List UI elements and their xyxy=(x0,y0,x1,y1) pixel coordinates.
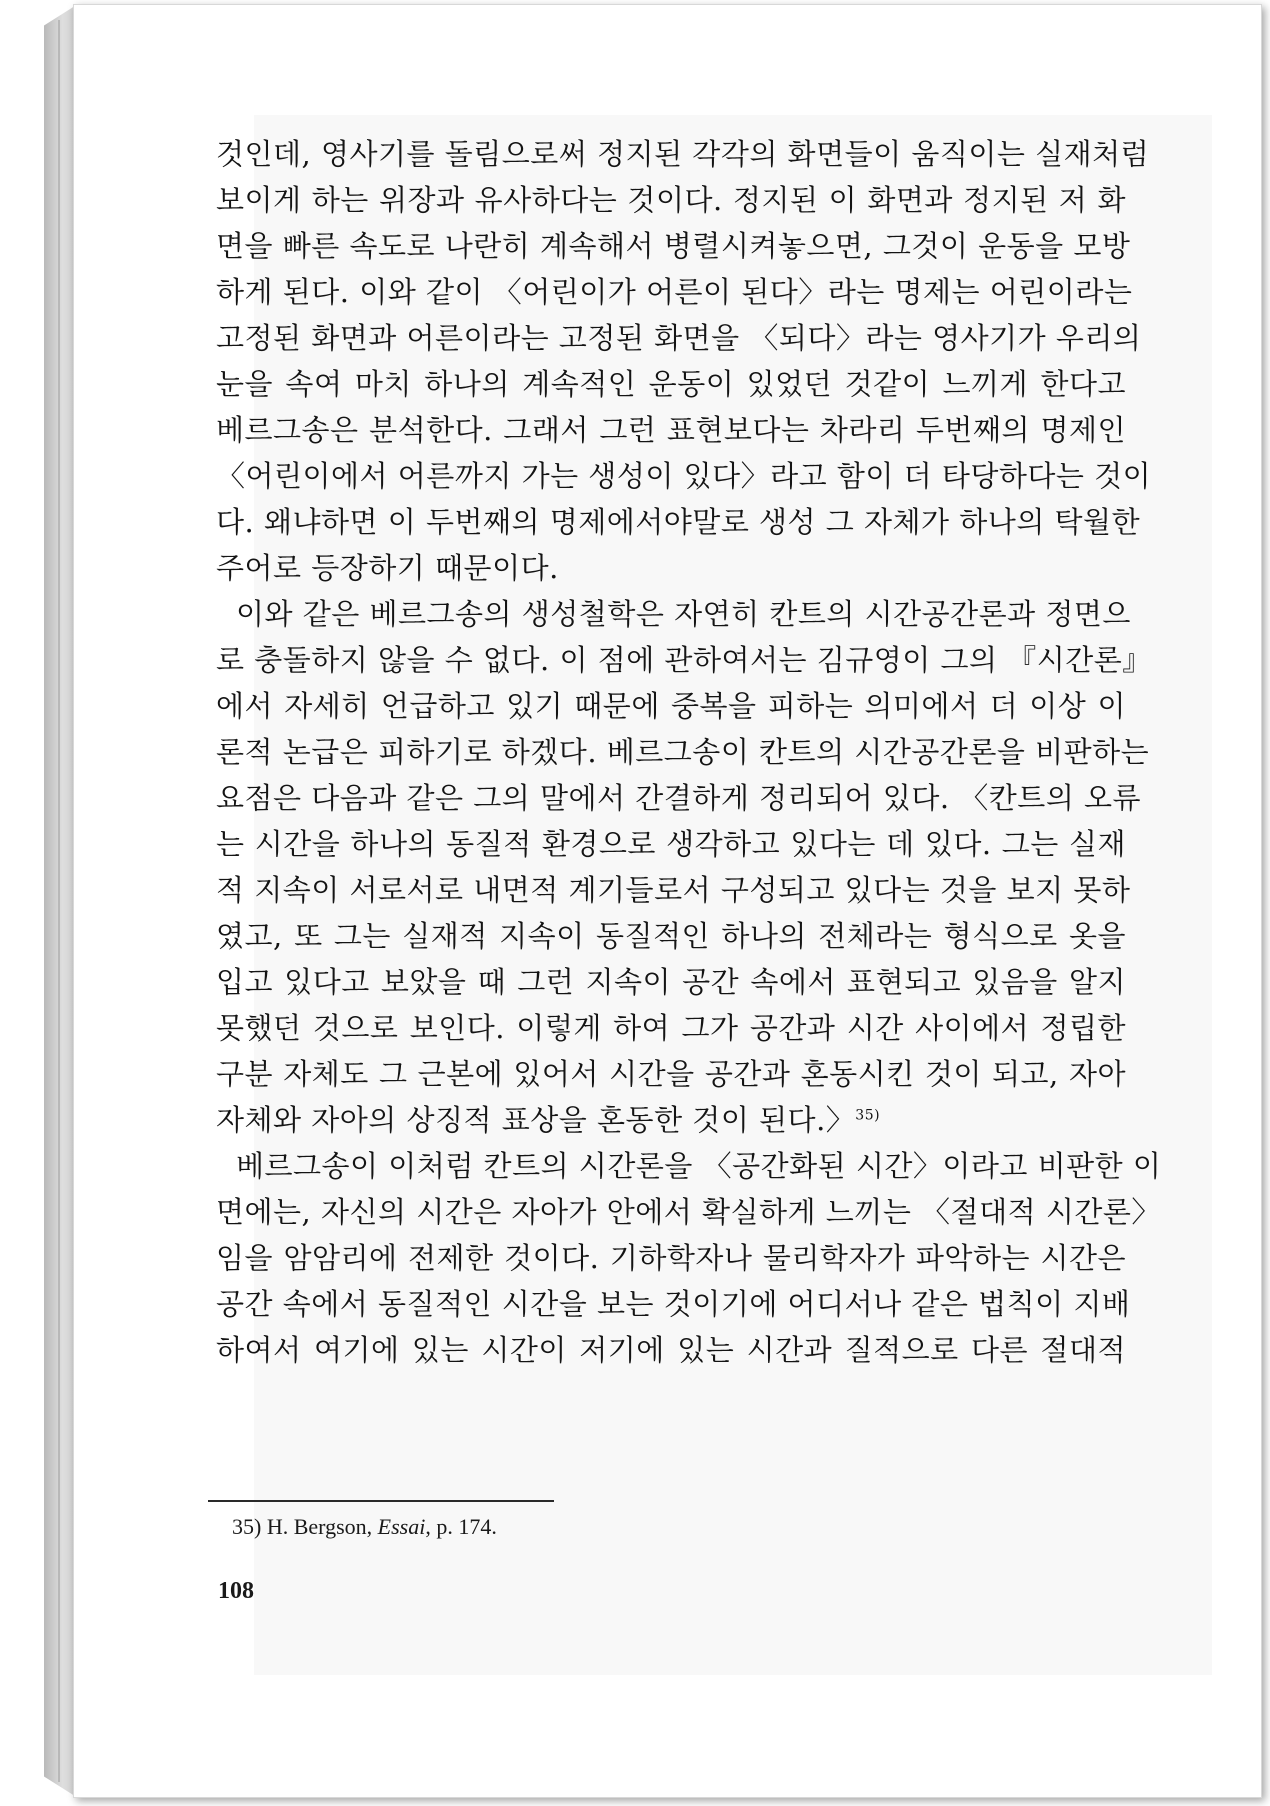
text-line: 면에는, 자신의 시간은 자아가 안에서 확실하게 느끼는 〈절대적 시간론〉 xyxy=(216,1195,1161,1229)
text-line: 면을 빠른 속도로 나란히 계속해서 병렬시켜놓으면, 그것이 운동을 모방 xyxy=(216,229,1131,263)
text-line: 〈어린이에서 어른까지 가는 생성이 있다〉라고 함이 더 타당하다는 것이 xyxy=(216,459,1152,493)
footnote-number: 35) xyxy=(232,1514,262,1539)
text-line: 눈을 속여 마치 하나의 계속적인 운동이 있었던 것같이 느끼게 한다고 xyxy=(216,367,1126,401)
book-spine-line xyxy=(58,20,60,1782)
text-line xyxy=(216,1102,1126,1138)
footnote-page: , p. 174. xyxy=(425,1514,497,1539)
text-line-paragraph-start: 베르그송이 이처럼 칸트의 시간론을 〈공간화된 시간〉이라고 비판한 이 xyxy=(236,1149,1162,1183)
text-line: 입고 있다고 보았을 때 그런 지속이 공간 속에서 표현되고 있음을 알지 xyxy=(216,965,1126,999)
footnote-title: Essai xyxy=(377,1514,426,1539)
footnote-reference: 35) xyxy=(855,1107,881,1124)
text-line: 하여서 여기에 있는 시간이 저기에 있는 시간과 질적으로 다른 절대적 xyxy=(216,1333,1126,1367)
text-line: 구분 자체도 그 근본에 있어서 시간을 공간과 혼동시킨 것이 되고, 자아 xyxy=(216,1057,1126,1091)
page-number: 108 xyxy=(218,1578,254,1604)
text-line: 요점은 다음과 같은 그의 말에서 간결하게 정리되어 있다. 〈칸트의 오류 xyxy=(216,781,1142,815)
text-line: 임을 암암리에 전제한 것이다. 기하학자나 물리학자가 파악하는 시간은 xyxy=(216,1241,1126,1275)
text-line: 하게 된다. 이와 같이 〈어린이가 어른이 된다〉라는 명제는 어린이라는 xyxy=(216,275,1133,309)
text-line: 다. 왜냐하면 이 두번째의 명제에서야말로 생성 그 자체가 하나의 탁월한 xyxy=(216,505,1141,539)
text-line: 베르그송은 분석한다. 그래서 그런 표현보다는 차라리 두번째의 명제인 xyxy=(216,413,1126,447)
footnote-divider xyxy=(208,1500,554,1502)
text-line: 고정된 화면과 어른이라는 고정된 화면을 〈되다〉라는 영사기가 우리의 xyxy=(216,321,1142,355)
text-line: 였고, 또 그는 실재적 지속이 동질적인 하나의 전체라는 형식으로 옷을 xyxy=(216,919,1126,953)
text-line: 것인데, 영사기를 돌림으로써 정지된 각각의 화면들이 움직이는 실재처럼 xyxy=(216,137,1150,171)
text-line: 에서 자세히 언급하고 있기 때문에 중복을 피하는 의미에서 더 이상 이 xyxy=(216,689,1126,723)
text-line: 공간 속에서 동질적인 시간을 보는 것이기에 어디서나 같은 법칙이 지배 xyxy=(216,1287,1131,1321)
text-line: 로 충돌하지 않을 수 없다. 이 점에 관하여서는 김규영이 그의 『시간론』 xyxy=(216,643,1152,677)
text-line: 적 지속이 서로서로 내면적 계기들로서 구성되고 있다는 것을 보지 못하 xyxy=(216,873,1131,907)
text-line: 주어로 등장하기 때문이다. xyxy=(216,551,559,585)
text-line-paragraph-start: 이와 같은 베르그송의 생성철학은 자연히 칸트의 시간공간론과 정면으 xyxy=(236,597,1131,631)
text-line-content: 자체와 자아의 상징적 표상을 혼동한 것이 된다.〉 xyxy=(216,1103,856,1137)
text-line: 는 시간을 하나의 동질적 환경으로 생각하고 있다는 데 있다. 그는 실재 xyxy=(216,827,1126,861)
footnote-author: H. Bergson, xyxy=(266,1514,373,1539)
text-line: 론적 논급은 피하기로 하겠다. 베르그송이 칸트의 시간공간론을 비판하는 xyxy=(216,735,1150,769)
text-line: 보이게 하는 위장과 유사하다는 것이다. 정지된 이 화면과 정지된 저 화 xyxy=(216,183,1126,217)
footnote xyxy=(232,1512,497,1542)
text-line: 못했던 것으로 보인다. 이렇게 하여 그가 공간과 시간 사이에서 정립한 xyxy=(216,1011,1126,1045)
